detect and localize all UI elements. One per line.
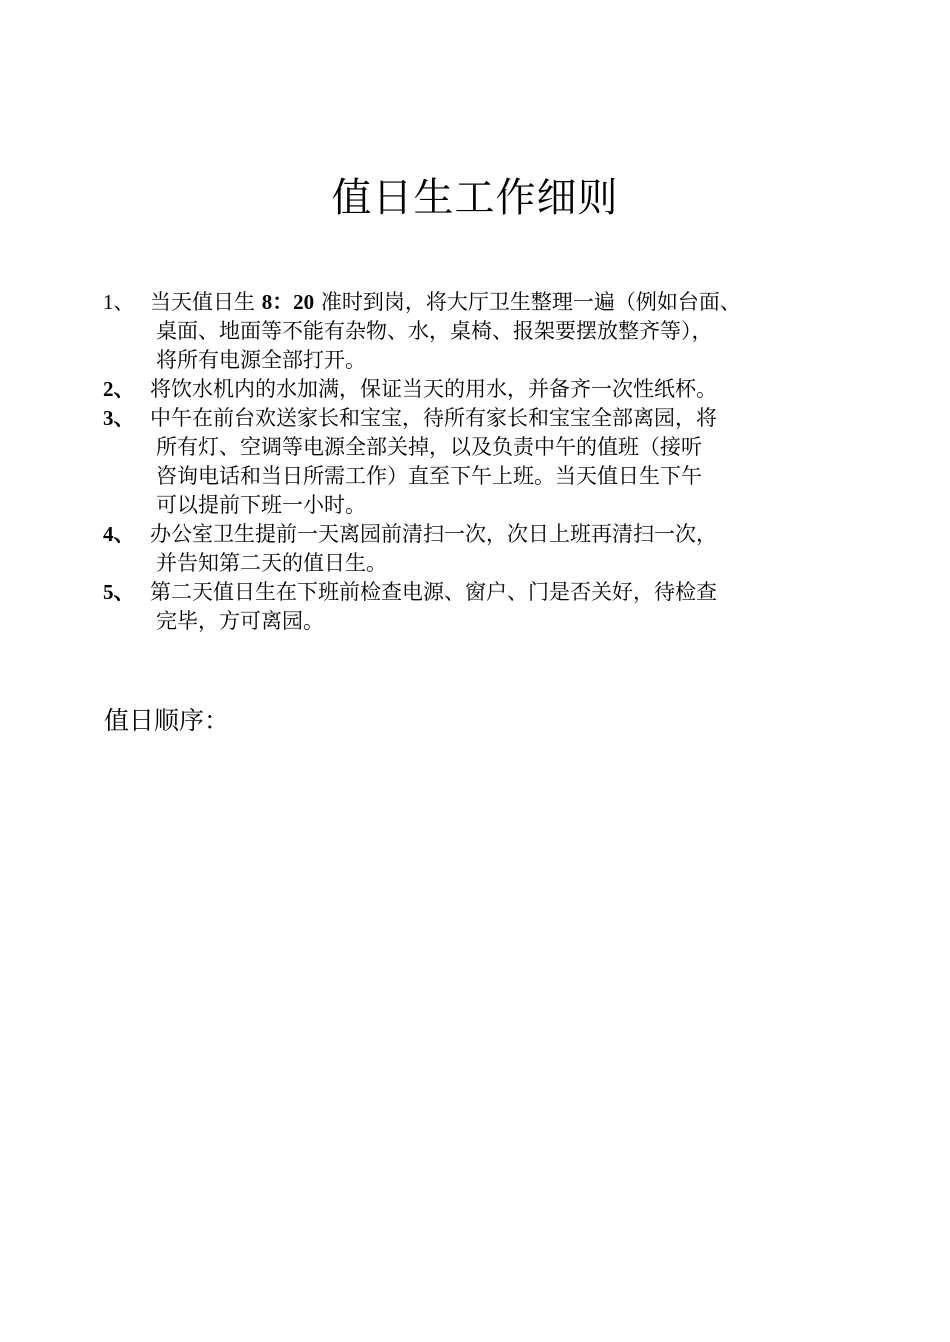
rule-item-3 — [103, 404, 873, 520]
rule-text — [150, 375, 873, 404]
document-title: 值日生工作细则 — [331, 174, 619, 221]
rule-item-4 — [103, 520, 873, 578]
rule-number: 1、 — [103, 290, 135, 314]
rule-line: 中午在前台欢送家长和宝宝，待所有家长和宝宝全部离园，将 — [150, 406, 717, 430]
rule-text — [150, 288, 873, 375]
rule-text-segment: 当天值日生 — [150, 290, 262, 314]
rule-time: 8：20 — [261, 290, 315, 314]
rule-line: 将所有电源全部打开。 — [156, 348, 366, 372]
rule-line: 将饮水机内的水加满，保证当天的用水，并备齐一次性纸杯。 — [150, 377, 717, 401]
duty-order-heading: 值日顺序： — [104, 706, 230, 735]
rule-line: 所有灯、空调等电源全部关掉，以及负责中午的值班（接听 — [156, 435, 702, 459]
rule-line: 第二天值日生在下班前检查电源、窗户、门是否关好，待检查 — [150, 580, 717, 604]
rule-number: 4、 — [103, 522, 135, 546]
rule-text-segment: 准时到岗，将大厅卫生整理一遍（例如台面、 — [314, 290, 741, 314]
rule-line — [150, 288, 873, 317]
rule-text — [150, 578, 873, 636]
rule-item-1 — [103, 288, 873, 375]
rule-number: 3、 — [103, 406, 135, 430]
rules-list — [103, 288, 873, 636]
rule-number: 2、 — [103, 377, 135, 401]
rule-line: 办公室卫生提前一天离园前清扫一次，次日上班再清扫一次， — [150, 522, 717, 546]
rule-line: 并告知第二天的值日生。 — [156, 551, 387, 575]
rule-line: 可以提前下班一小时。 — [156, 493, 366, 517]
rule-text — [150, 404, 873, 520]
rule-line: 咨询电话和当日所需工作）直至下午上班。当天值日生下午 — [156, 464, 702, 488]
rule-number: 5、 — [103, 580, 135, 604]
rule-text — [150, 520, 873, 578]
rule-item-2 — [103, 375, 873, 404]
rule-item-5 — [103, 578, 873, 636]
rule-line: 完毕，方可离园。 — [156, 609, 324, 633]
rule-line: 桌面、地面等不能有杂物、水，桌椅、报架要摆放整齐等）， — [156, 319, 713, 343]
